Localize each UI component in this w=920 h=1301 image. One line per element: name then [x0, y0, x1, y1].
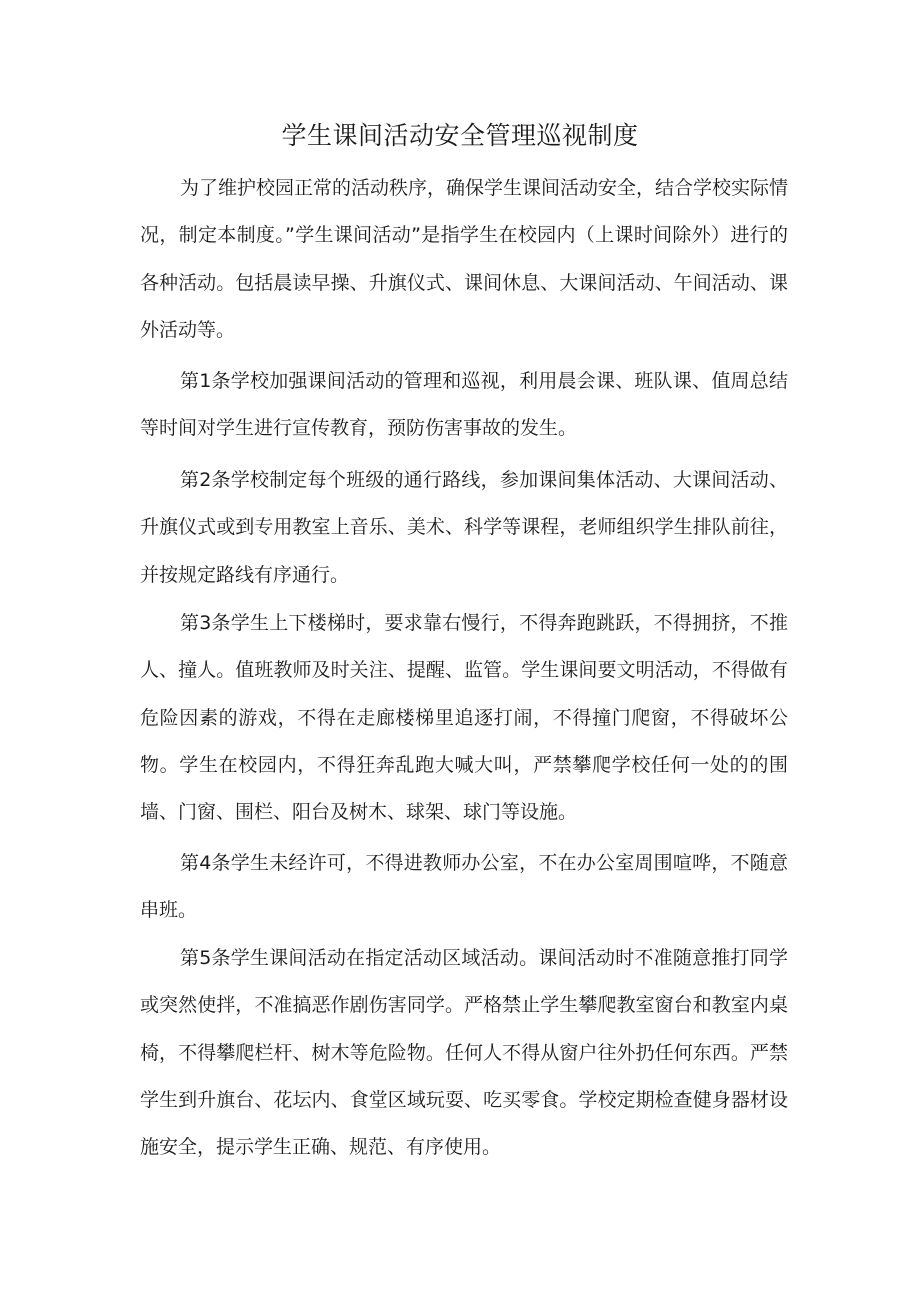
- document-title: 学生课间活动安全管理巡视制度: [281, 121, 639, 150]
- paragraph-intro: 为了维护校园正常的活动秩序，确保学生课间活动安全，结合学校实际情况，制定本制度。”学生课间活动”是指学生在校园内（上课时间除外）进行的各种活动。包括晨读早操、升旗仪式、课间休息、大课间活动、午间活动、课外活动等。: [140, 177, 789, 341]
- paragraph-article-1: 第1条学校加强课间活动的管理和巡视，利用晨会课、班队课、值周总结等时间对学生进行宣传教育，预防伤害事故的发生。: [140, 370, 788, 440]
- paragraph-article-4: 第4条学生未经许可，不得进教师办公室，不在办公室周围喧哗，不随意串班。: [140, 852, 788, 922]
- paragraph-article-3: 第3条学生上下楼梯时，要求靠右慢行，不得奔跑跳跃，不得拥挤，不推人、撞人。值班教师及时关注、提醒、监管。学生课间要文明活动，不得做有危险因素的游戏，不得在走廊楼梯里追逐打闹，不得撞门爬窗，不得破坏公物。学生在校园内，不得狂奔乱跑大喊大叫，严禁攀爬学校任何一处的的围墙、门窗、围栏、阳台及树木、球架、球门等设施。: [140, 612, 788, 824]
- paragraph-article-5: 第5条学生课间活动在指定活动区域活动。课间活动时不准随意推打同学或突然使拌，不准搞恶作剧伤害同学。严格禁止学生攀爬教室窗台和教室内桌椅，不得攀爬栏杆、树木等危险物。任何人不得从窗户往外扔任何东西。严禁学生到升旗台、花坛内、食堂区域玩耍、吃买零食。学校定期检查健身器材设施安全，提示学生正确、规范、有序使用。: [140, 947, 788, 1159]
- paragraph-article-2: 第2条学校制定每个班级的通行路线，参加课间集体活动、大课间活动、升旗仪式或到专用教室上音乐、美术、科学等课程，老师组织学生排队前往，并按规定路线有序通行。: [140, 469, 788, 586]
